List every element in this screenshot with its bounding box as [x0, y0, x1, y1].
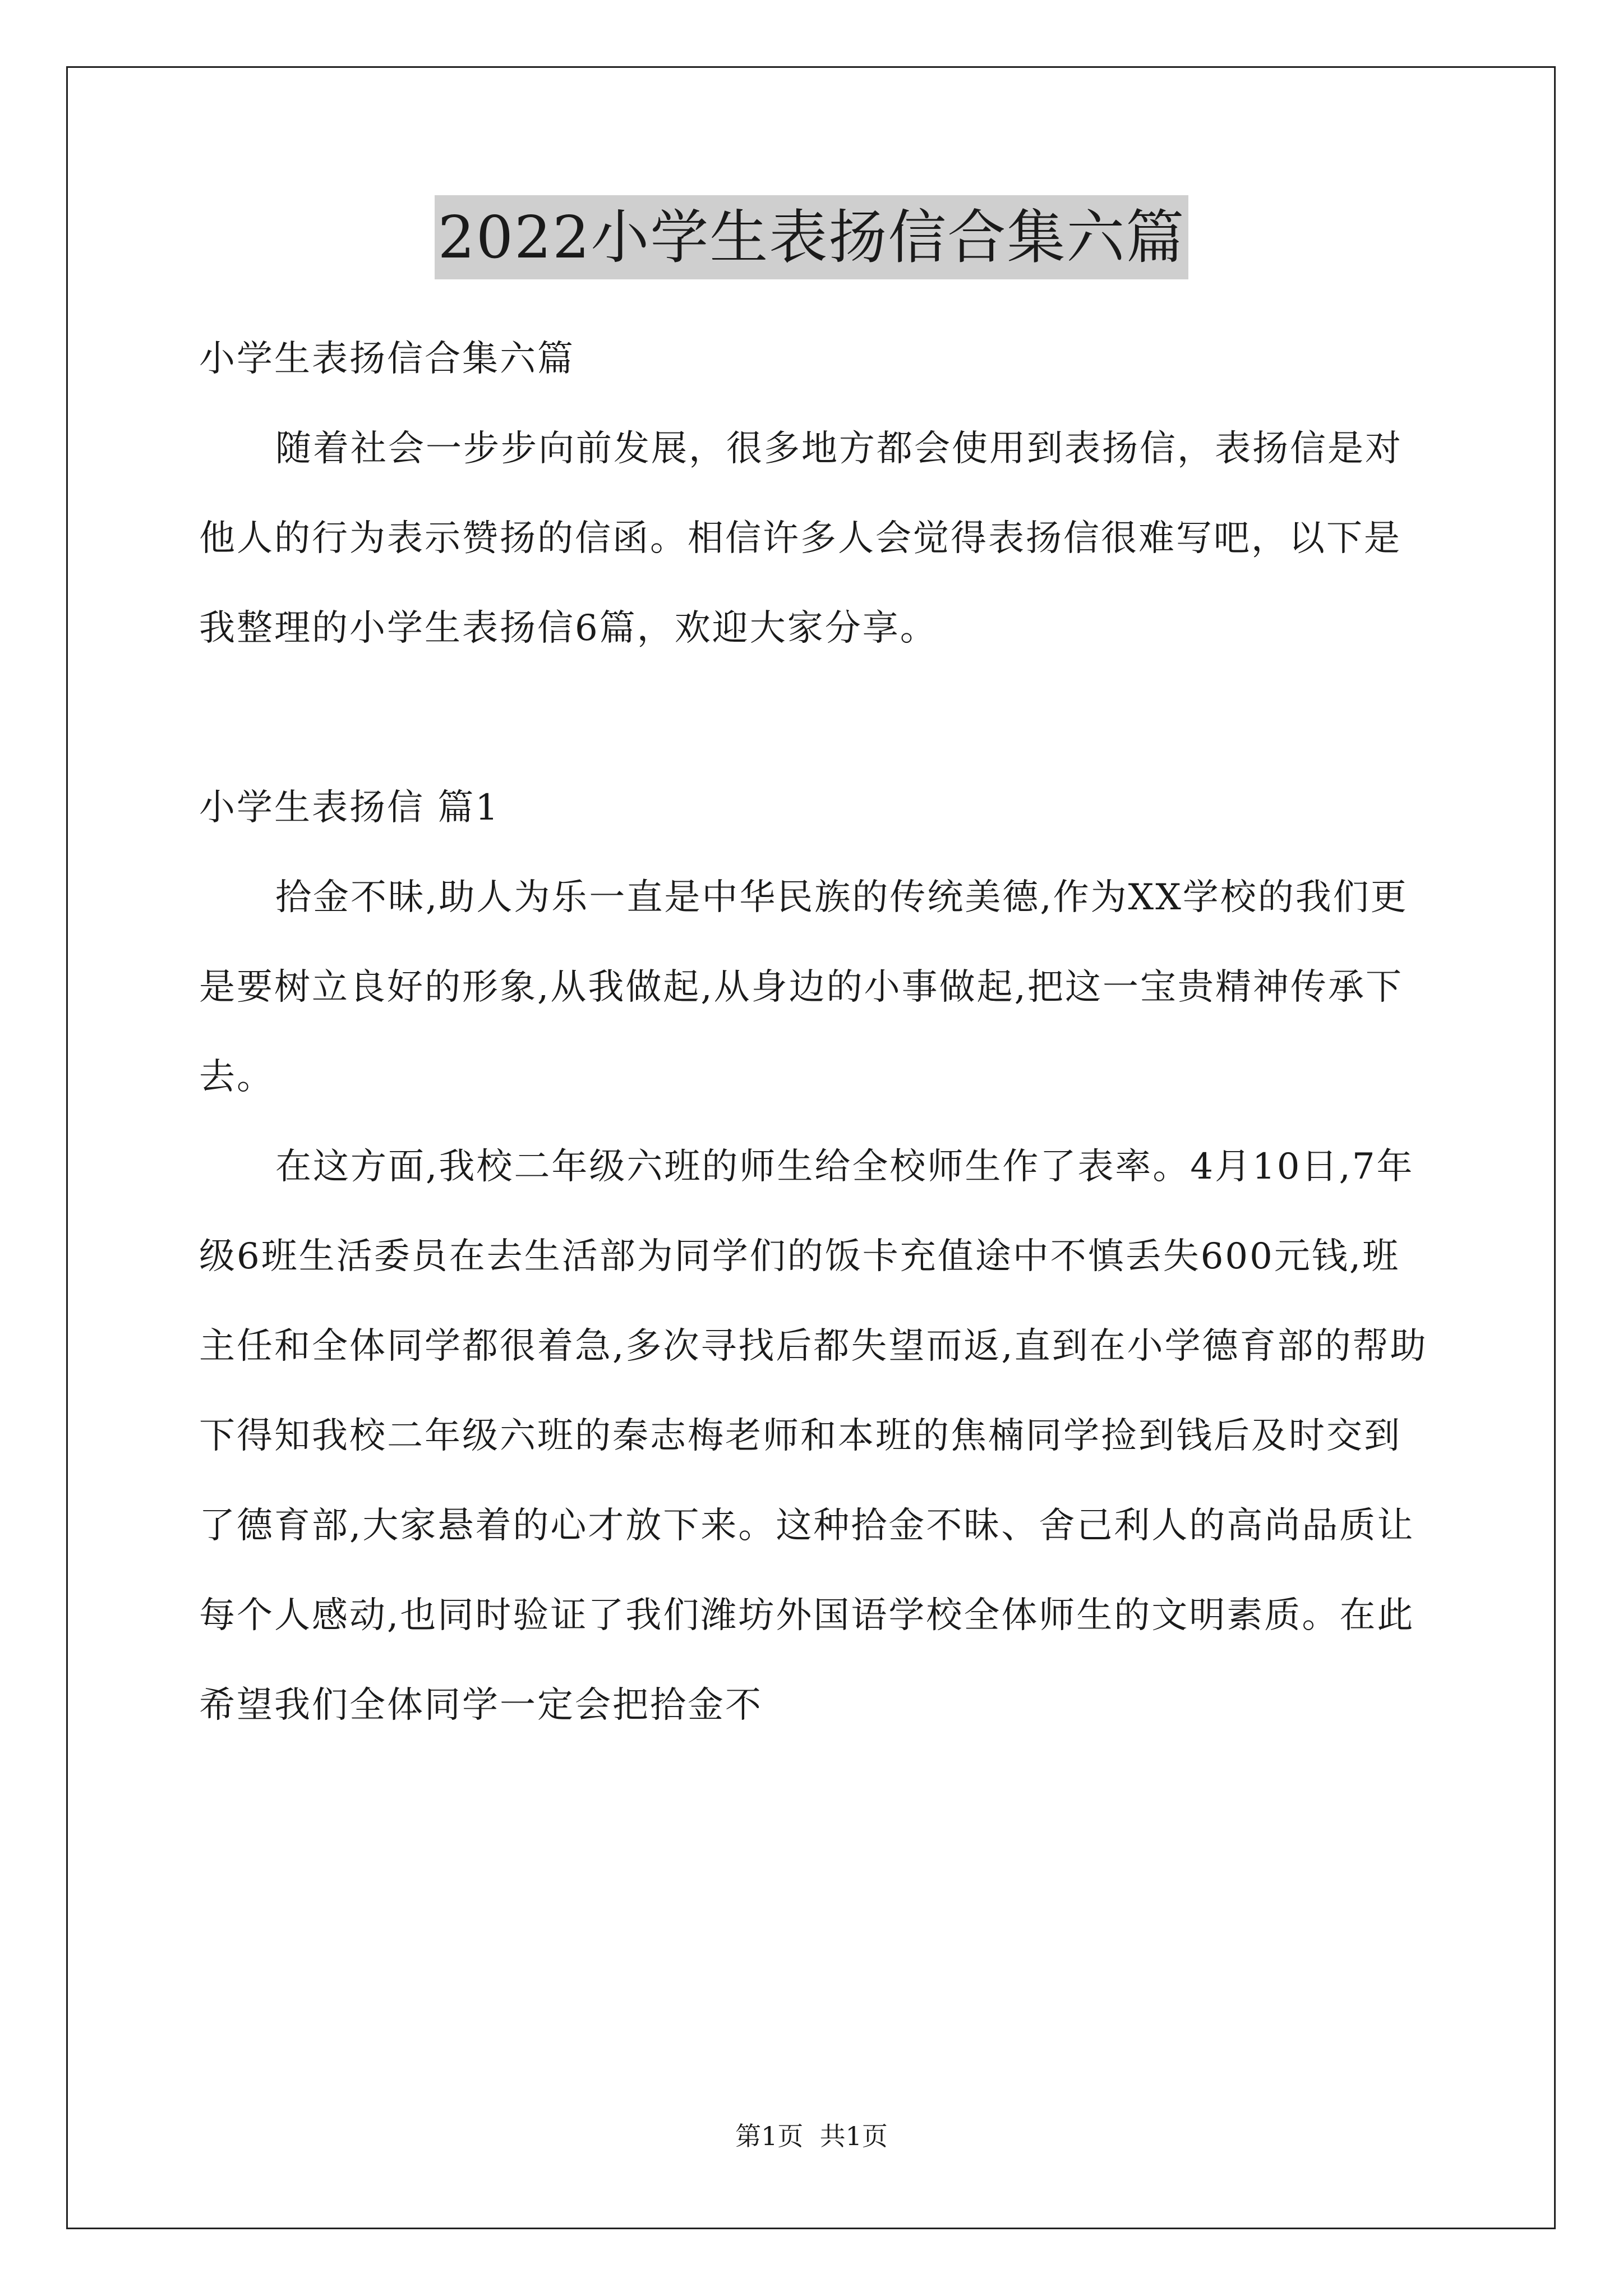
intro-paragraph: 随着社会一步步向前发展，很多地方都会使用到表扬信，表扬信是对他人的行为表示赞扬的信函。相信许多人会觉得表扬信很难写吧，以下是我整理的小学生表扬信6篇，欢迎大家分享。 — [199, 428, 1403, 649]
document-title: 2022小学生表扬信合集六篇 — [435, 195, 1189, 279]
section-paragraph-2: 在这方面,我校二年级六班的师生给全校师生作了表率。4月10日,7年级6班生活委员在去生活部为同学们的饭卡充值途中不慎丢失600元钱,班主任和全体同学都很着急,多次寻找后都失望而返,直到在小学德育部的帮助下得知我校二年级六班的秦志梅老师和本班的焦楠同学捡到钱后及时交到了德育部,大家悬着的心才放下来。这种拾金不昧、舍己利人的高尚品质让每个人感动,也同时验证了我们潍坊外国语学校全体师生的文明素质。在此希望我们全体同学一定会把拾金不 — [199, 1146, 1428, 1726]
document-subtitle: 小学生表扬信合集六篇 — [199, 338, 575, 380]
section-paragraph-1: 拾金不昧,助人为乐一直是中华民族的传统美德,作为XX学校的我们更是要树立良好的形象,从我做起,从身边的小事做起,把这一宝贵精神传承下去。 — [199, 877, 1408, 1098]
title-wrap — [0, 195, 1623, 279]
page-footer: 第1页 共1页 — [735, 2121, 888, 2151]
section-gap — [199, 673, 1433, 763]
document-body — [199, 314, 1433, 1750]
section-heading: 小学生表扬信 篇1 — [199, 787, 500, 829]
